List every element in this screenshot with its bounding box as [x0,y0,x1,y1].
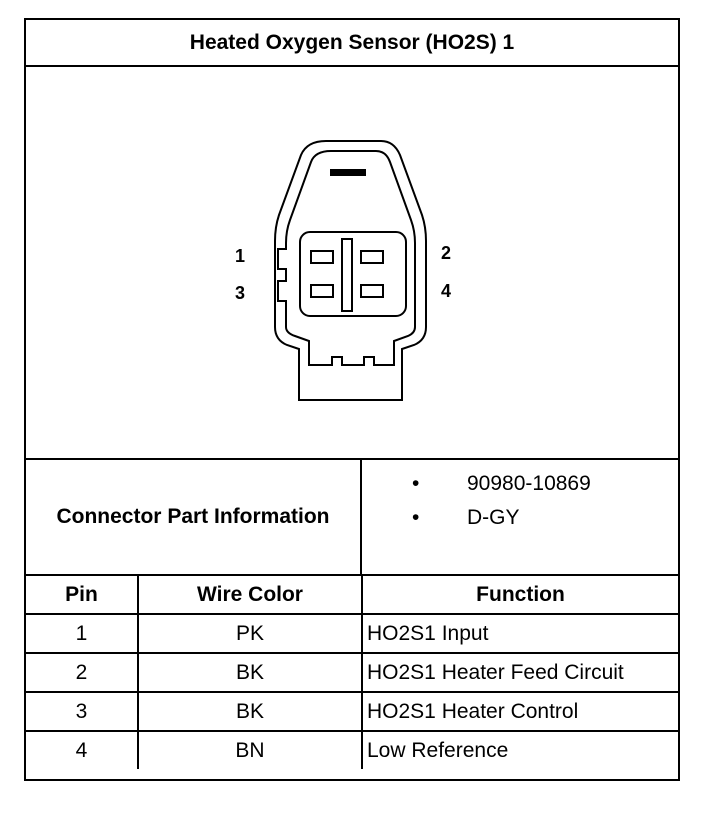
function-cell: HO2S1 Heater Feed Circuit [362,653,678,692]
function-cell: HO2S1 Heater Control [362,692,678,731]
header-function: Function [362,576,678,614]
connector-key-bar [330,169,366,176]
pin-4-terminal [361,285,383,297]
pin-label-3: 3 [235,283,246,303]
diagram-title: Heated Oxygen Sensor (HO2S) 1 [26,20,678,67]
bullet-icon: • [412,472,420,495]
header-pin: Pin [26,576,138,614]
pin-2-terminal [361,251,383,263]
wire-color-cell: BK [138,692,362,731]
wire-color-cell: PK [138,614,362,653]
wire-color-cell: BN [138,731,362,769]
wire-color-cell: BK [138,653,362,692]
table-row [26,653,678,692]
connector-illustration [26,65,678,458]
connector-inner-housing [278,151,415,365]
pin-cell: 4 [26,731,138,769]
connector-color: D-GY [467,506,520,529]
function-cell: Low Reference [362,731,678,769]
connector-diagram-frame [24,18,680,781]
header-wire-color: Wire Color [138,576,362,614]
connector-drawing-area [26,65,678,460]
pin-cell: 3 [26,692,138,731]
table-row [26,731,678,769]
connector-part-info-list [364,460,678,574]
table-row [26,692,678,731]
function-cell: HO2S1 Input [362,614,678,653]
pin-label-2: 2 [441,243,452,263]
connector-outer-housing [275,141,426,400]
pin-label-4: 4 [441,281,452,301]
pinout-table [26,576,678,769]
pin-cell: 1 [26,614,138,653]
pin-cell: 2 [26,653,138,692]
connector-part-info-row [26,460,678,576]
connector-part-info-label: Connector Part Information [26,460,362,574]
table-header-row [26,576,678,614]
part-number: 90980-10869 [467,472,591,495]
center-divider [342,239,352,311]
pin-1-terminal [311,251,333,263]
table-row [26,614,678,653]
pin-label-1: 1 [235,246,246,266]
pin-3-terminal [311,285,333,297]
bullet-icon: • [412,506,420,529]
